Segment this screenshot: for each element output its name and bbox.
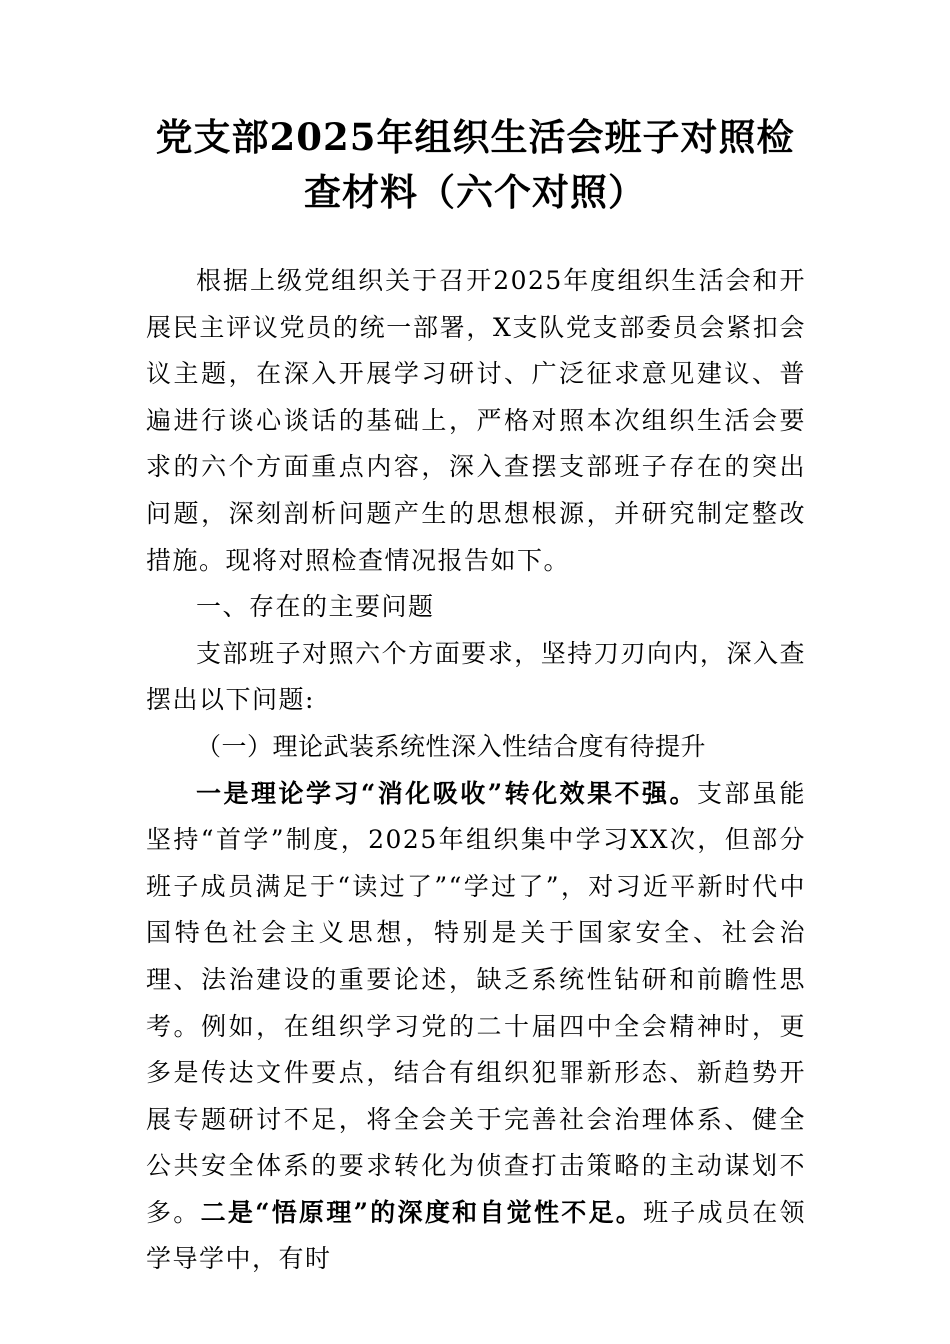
section-intro-paragraph: 支部班子对照六个方面要求，坚持刀刃向内，深入查摆出以下问题: [146, 638, 806, 715]
point-paragraph [146, 771, 806, 1284]
section-heading: 一、存在的主要问题 [196, 592, 435, 622]
subsection-heading: （一）理论武装系统性深入性结合度有待提升 [196, 731, 707, 761]
document-body [146, 258, 806, 1283]
intro-paragraph: 根据上级党组织关于召开2025年度组织生活会和开展民主评议党员的统一部署，X支队党支部委员会紧扣会议主题，在深入开展学习研讨、广泛征求意见建议、普遍进行谈心谈话的基础上，严格对照本次组织生活会要求的六个方面重点内容，深入查摆支部班子存在的突出问题，深刻剖析问题产生的思想根源，并研究制定整改措施。现将对照检查情况报告如下。 [146, 266, 806, 575]
point2-text: 班子成员在领学导学中，有时 [146, 1197, 806, 1274]
document-title: 党支部2025年组织生活会班子对照检查材料（六个对照） [155, 115, 795, 214]
point1-text: 支部虽能坚持“首学”制度，2025年组织集中学习XX次，但部分班子成员满足于“读过了”“学过了”，对习近平新时代中国特色社会主义思想，特别是关于国家安全、社会治理、法治建设的重要论述，缺乏系统性钻研和前瞻性思考。例如，在组织学习党的二十届四中全会精神时，更多是传达文件要点，结合有组织犯罪新形态、新趋势开展专题研讨不足，将全会关于完善社会治理体系、健全公共安全体系的要求转化为侦查打击策略的主动谋划不多。 [146, 778, 806, 1227]
point2-lead: 二是“悟原理”的深度和自觉性不足。 [200, 1197, 644, 1227]
point1-lead: 一是理论学习“消化吸收”转化效果不强。 [196, 778, 698, 808]
